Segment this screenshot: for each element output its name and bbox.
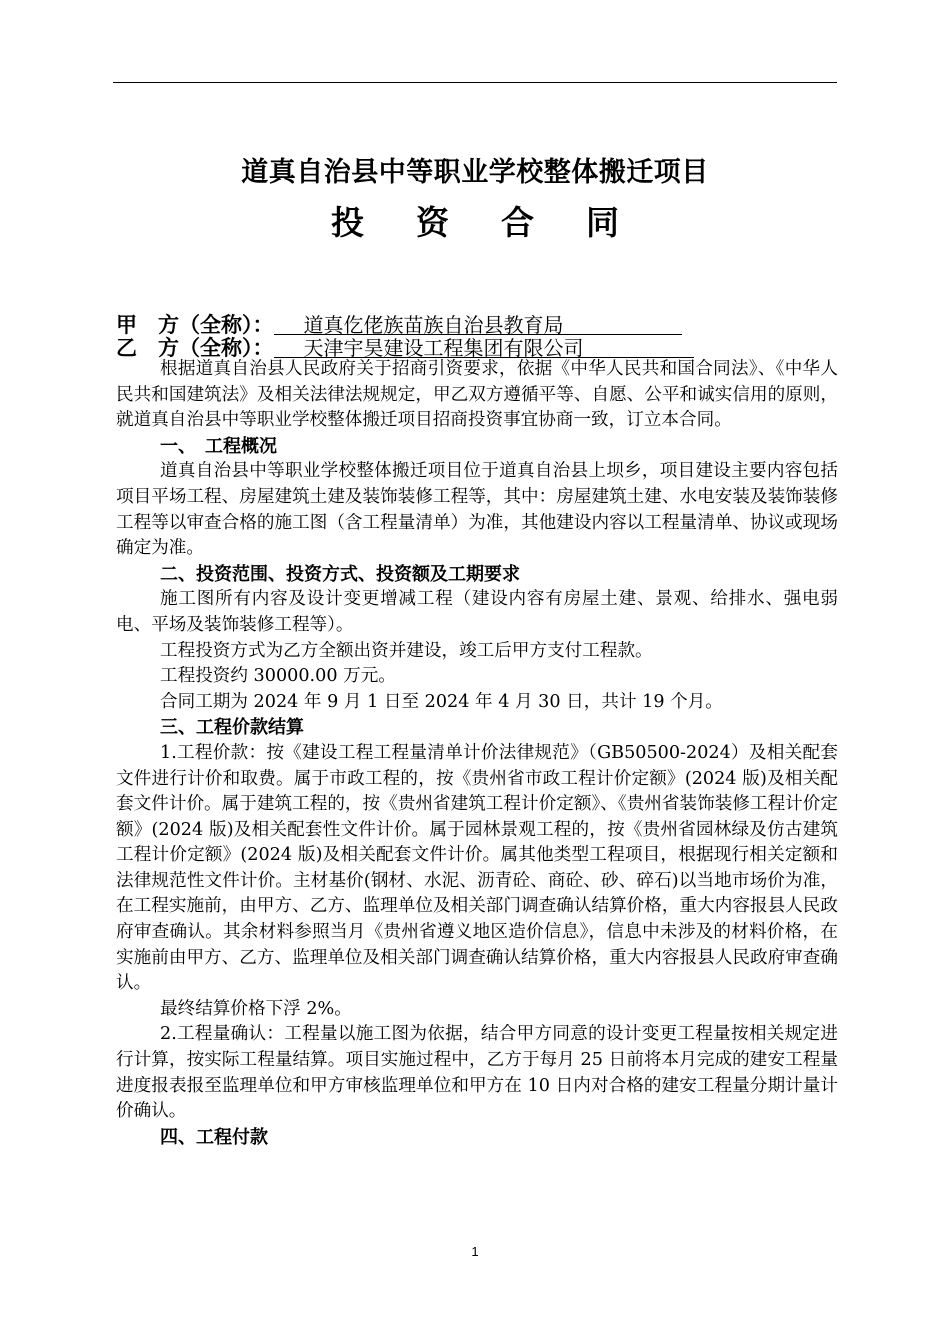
body-paragraph: 工程投资约 30000.00 万元。 bbox=[160, 666, 396, 687]
body-paragraph: 最终结算价格下浮 2%。 bbox=[160, 998, 352, 1019]
page-number: 1 bbox=[471, 1244, 479, 1259]
document-subtitle: 投资合同 bbox=[331, 203, 671, 242]
body-paragraph: 施工图所有内容及设计变更增减工程（建设内容有房屋土建、景观、给排水、强电弱电、平场及装饰装修工程等）。 bbox=[116, 589, 838, 635]
body-paragraph: 道真自治县中等职业学校整体搬迁项目位于道真自治县上坝乡，项目建设主要内容包括项目平场工程、房屋建筑土建及装饰装修工程等，其中：房屋建筑土建、水电安装及装饰装修工程等以审查合格的施工图（含工程量清单）为准，其他建设内容以工程量清单、协议或现场确定为准。 bbox=[116, 461, 838, 559]
party-a-line bbox=[116, 313, 682, 337]
section-heading: 三、工程价款结算 bbox=[160, 717, 304, 739]
body-paragraph: 合同工期为 2024 年 9 月 1 日至 2024 年 4 月 30 日，共计 19 个月。 bbox=[160, 691, 723, 712]
party-a-label: 甲 方（全称）： bbox=[116, 313, 274, 337]
body-paragraph: 工程投资方式为乙方全额出资并建设，竣工后甲方支付工程款。 bbox=[160, 640, 653, 661]
intro-paragraph: 根据道真自治县人民政府关于招商引资要求，依据《中华人民共和国合同法》、《中华人民共和国建筑法》及相关法律法规规定，甲乙双方遵循平等、自愿、公平和诚实信用的原则，就道真自治县中等职业学校整体搬迁项目招商投资事宜协商一致，订立本合同。 bbox=[116, 359, 838, 431]
contract-body bbox=[116, 357, 838, 1150]
party-b-name: 天津宇昊建设工程集团有限公司 bbox=[274, 336, 694, 358]
section-heading: 二、投资范围、投资方式、投资额及工期要求 bbox=[160, 563, 520, 585]
party-b-label: 乙 方（全称）： bbox=[116, 336, 274, 360]
section-heading: 一、 工程概况 bbox=[160, 435, 277, 457]
party-a-name: 道真仡佬族苗族自治县教育局 bbox=[274, 313, 682, 335]
document-title: 道真自治县中等职业学校整体搬迁项目 bbox=[241, 157, 709, 188]
body-paragraph: 2.工程量确认：工程量以施工图为依据，结合甲方同意的设计变更工程量按相关规定进行计算，按实际工程量结算。项目实施过程中，乙方于每月 25 日前将本月完成的建安工程量进度报表报至监理单位和甲方审核监理单位和甲方在 10 日内对合格的建安工程量分期计量计价确认。 bbox=[116, 1024, 838, 1122]
body-paragraph: 1.工程价款：按《建设工程工程量清单计价法律规范》（GB50500-2024）及相关配套文件进行计价和取费。属于市政工程的，按《贵州省市政工程计价定额》(2024 版)及相关配套文件计价。属于建筑工程的，按《贵州省建筑工程计价定额》、《贵州省装饰装修工程计价定额》(2024 版)及相关配套性文件计价。属于园林景观工程的，按《贵州省园林绿及仿古建筑工程计价定额》(2024 版)及相关配套文件计价。属其他类型工程项目，根据现行相关定额和法律规范性文件计价。主材基价(钢材、水泥、沥青砼、商砼、砂、碎石)以当地市场价为准，在工程实施前，由甲方、乙方、监理单位及相关部门调查确认结算价格，重大内容报县人民政府审查确认。其余材料参照当月《贵州省遵义地区造价信息》，信息中未涉及的材料价格，在实施前由甲方、乙方、监理单位及相关部门调查确认结算价格，重大内容报县人民政府审查确认。 bbox=[116, 742, 838, 994]
header-rule bbox=[113, 82, 837, 83]
section-heading: 四、工程付款 bbox=[160, 1126, 268, 1148]
